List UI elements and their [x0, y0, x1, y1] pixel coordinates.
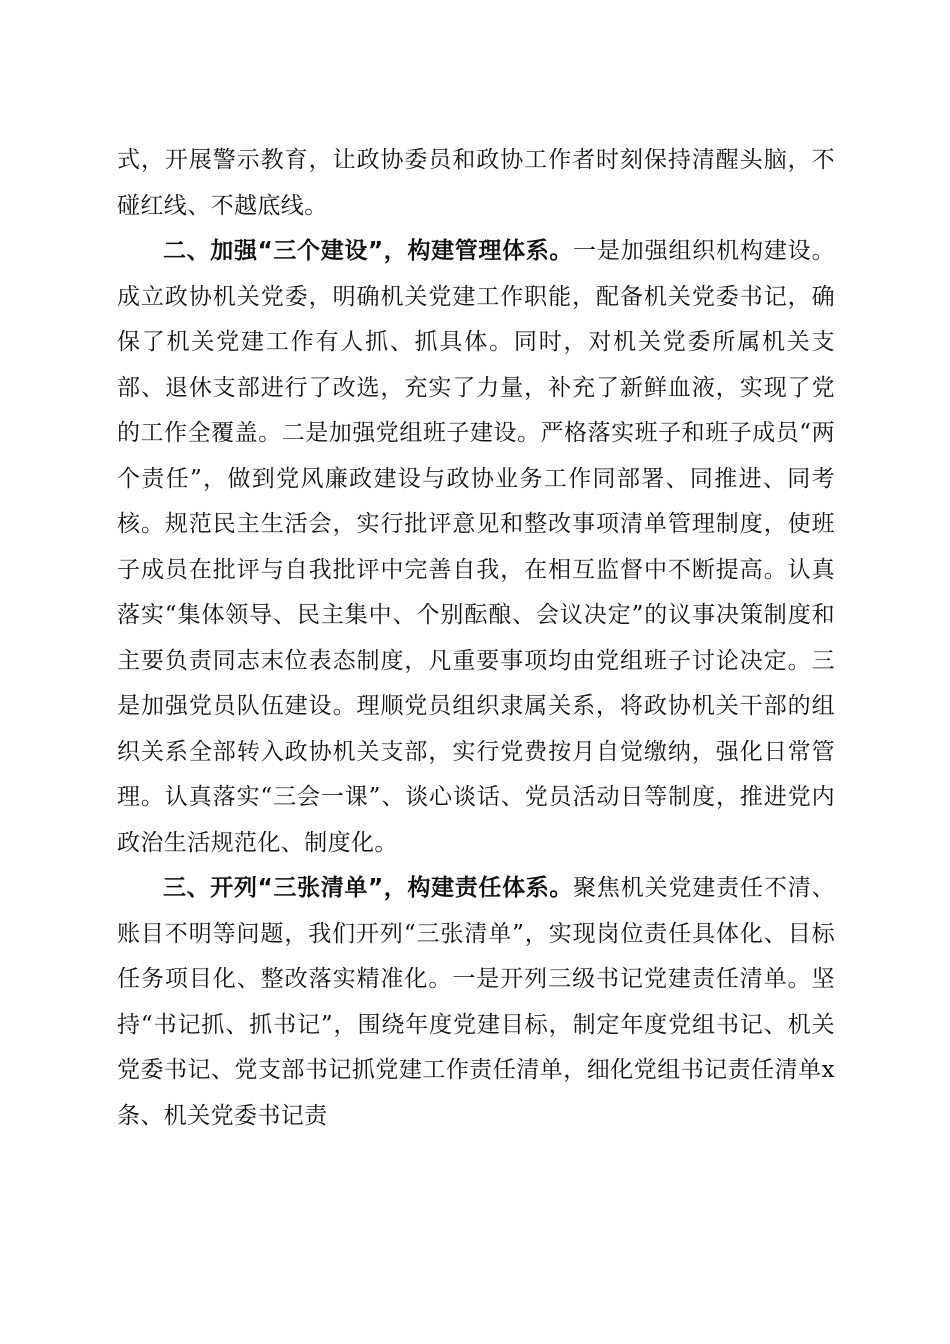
paragraph-1 [117, 138, 835, 229]
paragraph-1-text: 式，开展警示教育，让政协委员和政协工作者时刻保持清醒头脑，不碰红线、不越底线。 [117, 147, 835, 219]
paragraph-2-text: 一是加强组织机构建设。成立政协机关党委，明确机关党建工作职能，配备机关党委书记，确保了机关党建工作有人抓、抓具体。同时，对机关党委所属机关支部、退休支部进行了改选，充实了力量，补充了新鲜血液，实现了党的工作全覆盖。二是加强党组班子建设。严格落实班子和班子成员“两个责任”，做到党风廉政建设与政协业务工作同部署、同推进、同考核。规范民主生活会，实行批评意见和整改事项清单管理制度，使班子成员在批评与自我批评中完善自我，在相互监督中不断提高。认真落实“集体领导、民主集中、个别酝酿、会议决定”的议事决策制度和主要负责同志末位表态制度，凡重要事项均由党组班子讨论决定。三是加强党员队伍建设。理顺党员组织隶属关系，将政协机关干部的组织关系全部转入政协机关支部，实行党费按月自觉缴纳，强化日常管理。认真落实“三会一课”、谈心谈话、党员活动日等制度，推进党内政治生活规范化、制度化。 [117, 238, 835, 856]
paragraph-3 [117, 866, 835, 1139]
section-heading-3: 三、开列“三张清单”，构建责任体系。 [163, 875, 574, 901]
paragraph-3-text: 聚焦机关党建责任不清、账目不明等问题，我们开列“三张清单”，实现岗位责任具体化、目标任务项目化、整改落实精准化。一是开列三级书记党建责任清单。坚持“书记抓、抓书记”，围绕年度党建目标，制定年度党组书记、机关党委书记、党支部书记抓党建工作责任清单，细化党组书记责任清单x条、机关党委书记责 [117, 875, 835, 1129]
paragraph-2 [117, 229, 835, 866]
section-heading-2: 二、加强“三个建设”，构建管理体系。 [163, 238, 574, 264]
document-body [117, 138, 835, 1139]
